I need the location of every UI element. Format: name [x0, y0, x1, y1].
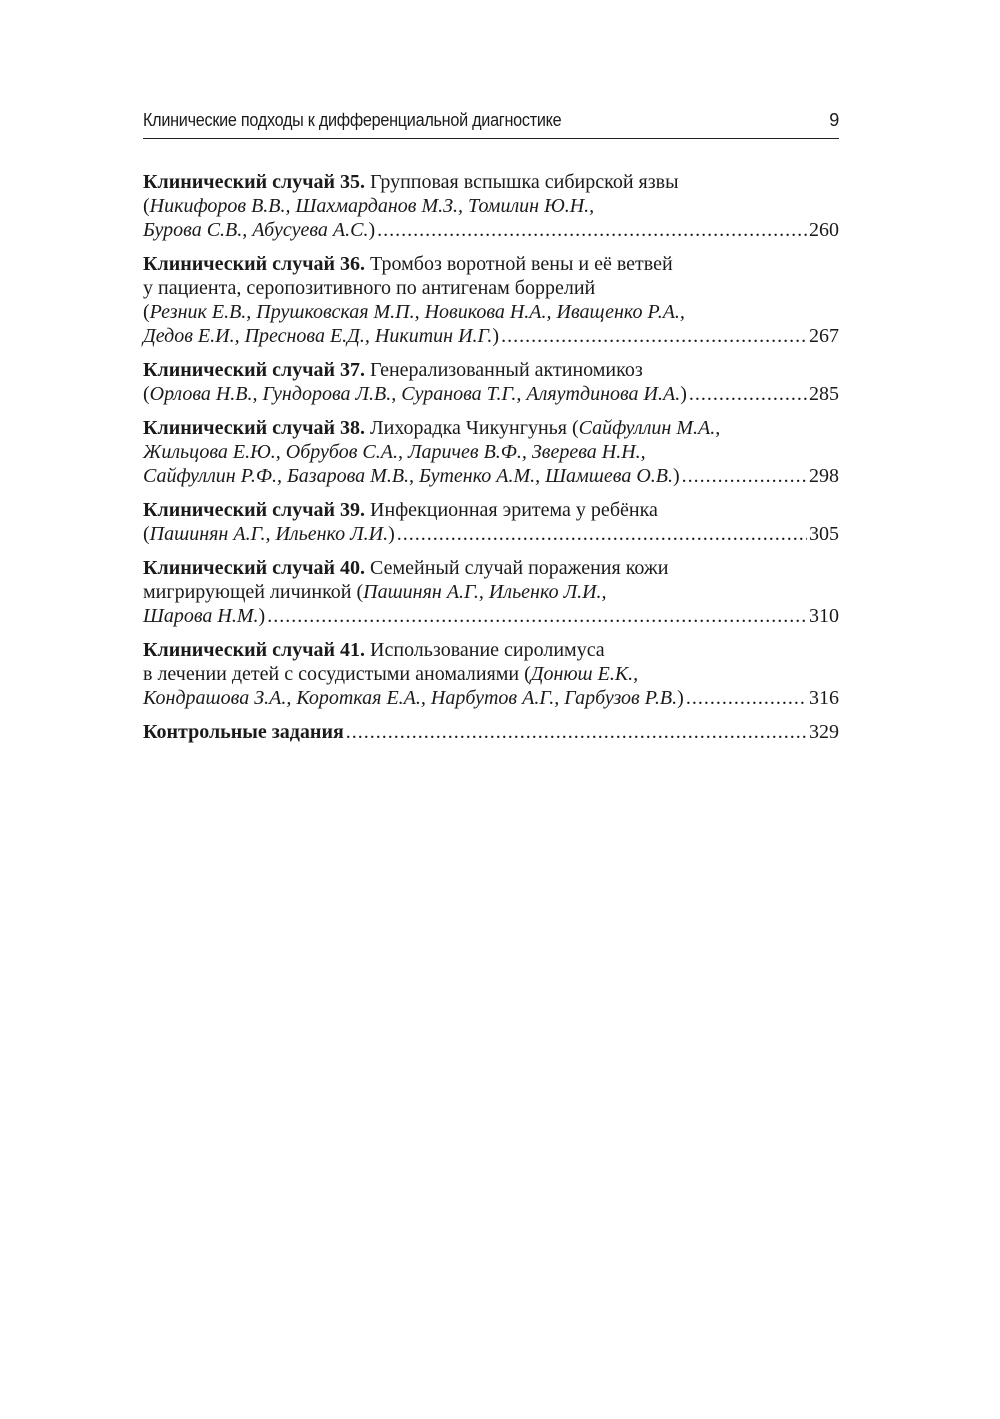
running-header-title: Клинические подходы к дифференциальной диагностике	[143, 110, 562, 130]
close-paren: )	[672, 465, 680, 487]
dot-leader	[501, 324, 807, 348]
case-authors: Пашинян А.Г., Ильенко Л.И.	[149, 523, 389, 545]
control-tasks-label: Контрольные задания	[143, 721, 344, 743]
dot-leader	[377, 218, 807, 242]
toc-entry-case-41[interactable]	[143, 638, 839, 710]
toc-entry-case-35[interactable]	[143, 170, 839, 242]
toc-page-number: 316	[809, 687, 839, 709]
case-label: Клинический случай 37.	[143, 359, 366, 381]
toc-page-number: 310	[809, 605, 839, 627]
case-label: Клинический случай 36.	[143, 253, 366, 275]
toc-page-number: 260	[809, 219, 839, 241]
toc-entry-case-37[interactable]	[143, 358, 839, 406]
toc-page-number: 298	[809, 465, 839, 487]
toc-page-number: 305	[809, 523, 839, 545]
case-title: Использование сиролимуса	[365, 639, 605, 661]
case-title: Семейный случай поражения кожи	[365, 557, 669, 579]
case-authors: Жильцова Е.Ю., Обрубов С.А., Ларичев В.Ф., Зверева Н.Н.,	[143, 441, 646, 463]
case-label: Клинический случай 41.	[143, 639, 366, 661]
toc-entry-case-39[interactable]	[143, 498, 839, 546]
toc-page-number: 285	[809, 383, 839, 405]
page-number: 9	[829, 110, 839, 130]
dot-leader	[686, 686, 807, 710]
dot-leader	[689, 382, 807, 406]
open-paren: (	[143, 383, 150, 405]
table-of-contents	[143, 170, 839, 754]
case-label: Клинический случай 39.	[143, 499, 366, 521]
case-authors: Никифоров В.В., Шахмарданов М.З., Томилин Ю.Н.,	[149, 195, 595, 217]
close-paren: )	[388, 523, 395, 545]
close-paren: )	[680, 383, 687, 405]
open-paren: (	[143, 523, 150, 545]
case-authors: Орлова Н.В., Гундорова Л.В., Суранова Т.Г., Аляутдинова И.А.	[149, 383, 681, 405]
case-title: Инфекционная эритема у ребёнка	[365, 499, 658, 521]
case-title: Групповая вспышка сибирской язвы	[365, 171, 679, 193]
case-authors: Пашинян А.Г., Ильенко Л.И.,	[363, 581, 607, 603]
case-authors: Дедов Е.И., Преснова Е.Д., Никитин И.Г.	[143, 325, 493, 347]
open-paren: (	[143, 301, 150, 323]
case-authors: Сайфуллин Р.Ф., Базарова М.В., Бутенко А.М., Шамшева О.В.	[143, 465, 673, 487]
case-authors: Шарова Н.М.	[143, 605, 259, 627]
open-paren: (	[143, 195, 150, 217]
case-authors: Сайфуллин М.А.,	[578, 417, 721, 439]
case-label: Клинический случай 35.	[143, 171, 366, 193]
case-title: у пациента, серопозитивного по антигенам боррелий	[143, 277, 596, 299]
case-title: Генерализованный актиномикоз	[365, 359, 643, 381]
case-title: мигрирующей личинкой (	[143, 581, 364, 603]
case-authors: Донюш Е.К.,	[530, 663, 639, 685]
case-authors: Бурова С.В., Абусуева А.С.	[143, 219, 369, 241]
close-paren: )	[492, 325, 500, 347]
case-title: Тромбоз воротной вены и её ветвей	[365, 253, 673, 275]
dot-leader	[397, 522, 807, 546]
case-authors: Резник Е.В., Прушковская М.П., Новикова Н.А., Иващенко Р.А.,	[149, 301, 685, 323]
toc-page-number: 267	[809, 325, 839, 347]
case-authors: Кондрашова З.А., Короткая Е.А., Нарбутов А.Г., Гарбузов Р.В.	[143, 687, 678, 709]
case-title: в лечении детей с сосудистыми аномалиями (	[143, 663, 531, 685]
toc-entry-case-40[interactable]	[143, 556, 839, 628]
close-paren: )	[368, 219, 376, 241]
toc-page-number: 329	[809, 721, 839, 743]
case-label: Клинический случай 40.	[143, 557, 366, 579]
toc-entry-case-38[interactable]	[143, 416, 839, 488]
dot-leader	[267, 604, 807, 628]
case-title: Лихорадка Чикунгунья (	[365, 417, 579, 439]
dot-leader	[346, 720, 807, 744]
dot-leader	[682, 464, 807, 488]
close-paren: )	[258, 605, 266, 627]
close-paren: )	[677, 687, 684, 709]
case-label: Клинический случай 38.	[143, 417, 366, 439]
toc-entry-case-36[interactable]	[143, 252, 839, 348]
running-header	[143, 108, 839, 139]
toc-entry-control-tasks[interactable]	[143, 720, 839, 744]
